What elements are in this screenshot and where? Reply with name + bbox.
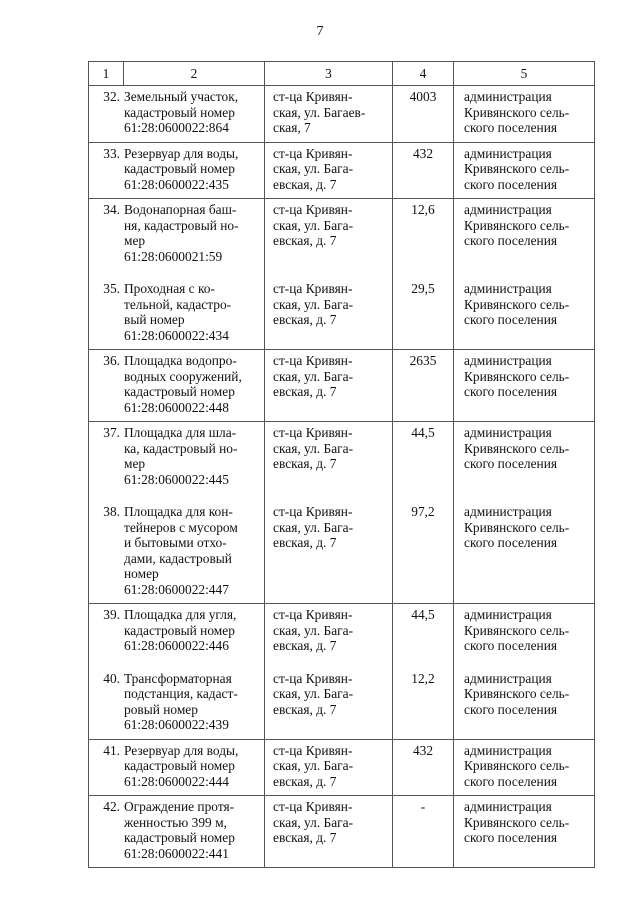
object-description: Площадка для шла- ка, кадастровый но- мер 61:28:0600022:445: [124, 425, 238, 487]
object-description: Площадка для кон- тейнеров с мусором и бытовыми отхо- дами, кадастровый номер 61:28:0600022:447: [124, 504, 238, 597]
row-number: 36.: [103, 353, 120, 368]
column-header: 1: [89, 62, 124, 86]
object-owner: администрация Кривянского сель- ского поселения: [454, 350, 595, 422]
object-area: 29,5: [393, 278, 454, 350]
object-description-cell: [89, 86, 265, 143]
column-header: 2: [124, 62, 265, 86]
row-number: 33.: [103, 145, 120, 161]
object-address: ст-ца Кривян- ская, ул. Бага- евская, д. 7: [265, 668, 393, 740]
object-description-cell: [89, 422, 265, 502]
object-address: ст-ца Кривян- ская, ул. Бага- евская, д. 7: [265, 422, 393, 502]
column-header: 4: [393, 62, 454, 86]
object-area: 12,2: [393, 668, 454, 740]
object-owner: администрация Кривянского сель- ского поселения: [454, 199, 595, 279]
object-address: ст-ца Кривян- ская, ул. Бага- евская, д. 7: [265, 350, 393, 422]
table-row: [89, 350, 595, 422]
object-owner: администрация Кривянского сель- ского поселения: [454, 501, 595, 604]
table-row: [89, 142, 595, 199]
column-header: 5: [454, 62, 595, 86]
object-address: ст-ца Кривян- ская, ул. Бага- евская, д. 7: [265, 142, 393, 199]
object-description-cell: [89, 199, 265, 279]
object-description: Земельный участок, кадастровый номер 61:28:0600022:864: [124, 89, 239, 135]
object-description: Водонапорная баш- ня, кадастровый но- мер 61:28:0600021:59: [124, 202, 239, 264]
table-row: [89, 199, 595, 279]
row-number: 32.: [103, 89, 120, 104]
property-table: [88, 61, 595, 868]
object-description: Трансформаторная подстанция, кадаст- ровый номер 61:28:0600022:439: [124, 670, 238, 732]
object-owner: администрация Кривянского сель- ского поселения: [454, 604, 595, 668]
object-address: ст-ца Кривян- ская, ул. Бага- евская, д. 7: [265, 604, 393, 668]
object-area: 432: [393, 739, 454, 796]
object-description: Площадка для угля, кадастровый номер 61:28:0600022:446: [124, 607, 237, 653]
table-row: [89, 739, 595, 796]
table-row: [89, 422, 595, 502]
page-number: 7: [316, 24, 324, 39]
object-description-cell: [89, 668, 265, 740]
object-description-cell: [89, 739, 265, 796]
object-address: ст-ца Кривян- ская, ул. Бага- евская, д. 7: [265, 739, 393, 796]
object-description: Ограждение протя- женностью 399 м, кадастровый номер 61:28:0600022:441: [124, 799, 235, 861]
object-address: ст-ца Кривян- ская, ул. Бага- евская, д. 7: [265, 796, 393, 868]
object-area: -: [393, 796, 454, 868]
object-description: Площадка водопро- водных сооружений, кадастровый номер 61:28:0600022:448: [124, 353, 242, 415]
object-address: ст-ца Кривян- ская, ул. Бага- евская, д. 7: [265, 501, 393, 604]
object-area: 432: [393, 142, 454, 199]
object-area: 2635: [393, 350, 454, 422]
object-address: ст-ца Кривян- ская, ул. Багаев- ская, 7: [265, 86, 393, 143]
table-row: [89, 86, 595, 143]
table-row: [89, 796, 595, 868]
row-number: 39.: [103, 607, 120, 622]
object-address: ст-ца Кривян- ская, ул. Бага- евская, д. 7: [265, 278, 393, 350]
object-owner: администрация Кривянского сель- ского поселения: [454, 796, 595, 868]
object-description: Резервуар для воды, кадастровый номер 61:28:0600022:444: [124, 742, 239, 789]
object-owner: администрация Кривянского сель- ского поселения: [454, 86, 595, 143]
object-owner: администрация Кривянского сель- ского поселения: [454, 422, 595, 502]
row-number: 40.: [103, 670, 120, 686]
object-area: 12,6: [393, 199, 454, 279]
table-row: [89, 604, 595, 668]
column-header: 3: [265, 62, 393, 86]
object-description-cell: [89, 350, 265, 422]
table-header-row: [89, 62, 595, 86]
object-address: ст-ца Кривян- ская, ул. Бага- евская, д. 7: [265, 199, 393, 279]
row-number: 41.: [103, 742, 120, 758]
row-number: 38.: [103, 504, 120, 519]
row-number: 34.: [103, 202, 120, 217]
object-area: 4003: [393, 86, 454, 143]
object-description-cell: [89, 501, 265, 604]
object-owner: администрация Кривянского сель- ского поселения: [454, 739, 595, 796]
object-area: 97,2: [393, 501, 454, 604]
table-row: [89, 278, 595, 350]
object-description-cell: [89, 604, 265, 668]
table-row: [89, 668, 595, 740]
object-description-cell: [89, 142, 265, 199]
object-description-cell: [89, 796, 265, 868]
object-owner: администрация Кривянского сель- ского поселения: [454, 668, 595, 740]
object-description-cell: [89, 278, 265, 350]
object-description: Резервуар для воды, кадастровый номер 61:28:0600022:435: [124, 145, 239, 192]
object-area: 44,5: [393, 604, 454, 668]
object-area: 44,5: [393, 422, 454, 502]
table-row: [89, 501, 595, 604]
object-owner: администрация Кривянского сель- ского поселения: [454, 278, 595, 350]
object-description: Проходная с ко- тельной, кадастро- вый номер 61:28:0600022:434: [124, 281, 232, 343]
object-owner: администрация Кривянского сель- ского поселения: [454, 142, 595, 199]
row-number: 37.: [103, 425, 120, 440]
row-number: 35.: [103, 281, 120, 296]
row-number: 42.: [103, 799, 120, 814]
